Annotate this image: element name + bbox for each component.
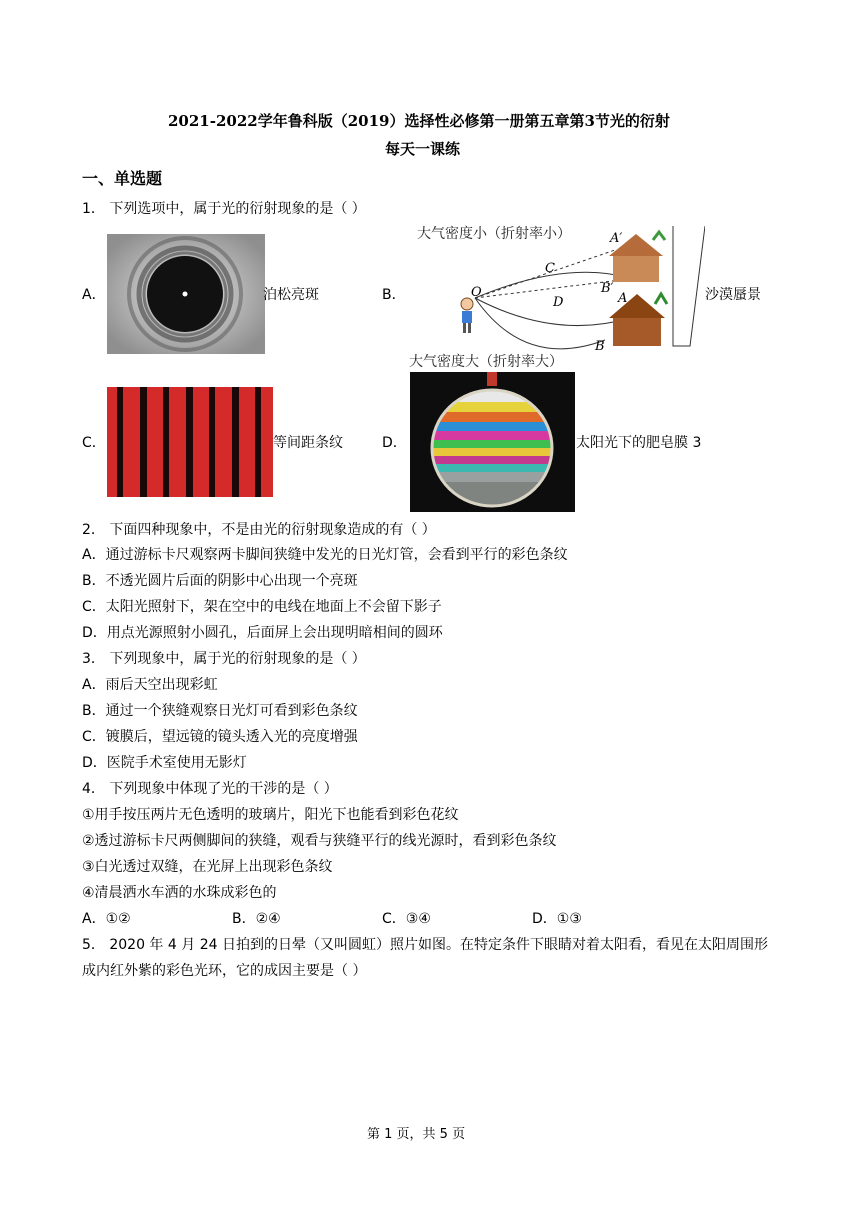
question-1-stem: 1． 下列选项中，属于光的衍射现象的是（ ）	[82, 201, 366, 217]
label-a-prime: A′	[610, 231, 623, 246]
label-c: C	[545, 261, 555, 276]
label-b: B	[595, 339, 605, 354]
question-2-option-c: C．太阳光照射下，架在空中的电线在地面上不会留下影子	[82, 599, 442, 615]
question-3-option-b: B．通过一个狭缝观察日光灯可看到彩色条纹	[82, 703, 358, 719]
question-2-stem: 2． 下面四种现象中，不是由光的衍射现象造成的有（ ）	[82, 522, 436, 538]
question-4-option-a: A．①②	[82, 911, 131, 927]
question-4-statement-4: ④清晨洒水车洒的水珠成彩色的	[82, 885, 277, 901]
page-footer: 第 1 页，共 5 页	[367, 1127, 466, 1142]
diagram-bottom-label: 大气密度大（折射率大）	[409, 354, 563, 370]
poisson-spot-image	[107, 234, 265, 354]
question-3-option-c: C．镀膜后，望远镜的镜头透入光的亮度增强	[82, 729, 358, 745]
question-4-option-d: D．①③	[532, 911, 582, 927]
option-a-letter: A．	[82, 287, 106, 303]
question-4-stem: 4． 下列现象中体现了光的干涉的是（ ）	[82, 781, 338, 797]
label-b-prime: B′	[601, 281, 614, 296]
mirage-diagram	[405, 220, 705, 372]
question-5-stem-line-2: 成内红外紫的彩色光环，它的成因主要是（ ）	[82, 963, 367, 979]
option-b-letter: B．	[382, 287, 406, 303]
label-a: A	[618, 291, 628, 306]
label-d: D	[553, 295, 564, 310]
question-3-option-a: A．雨后天空出现彩虹	[82, 677, 218, 693]
question-3-option-d: D．医院手术室使用无影灯	[82, 755, 247, 771]
document-subtitle: 每天一课练	[385, 140, 461, 158]
question-4-statement-2: ②透过游标卡尺两侧脚间的狭缝，观看与狭缝平行的线光源时，看到彩色条纹	[82, 833, 557, 849]
question-4-option-b: B．②④	[232, 911, 281, 927]
option-a-text: 泊松亮斑	[263, 287, 319, 303]
question-2-option-a: A．通过游标卡尺观察两卡脚间狭缝中发光的日光灯管，会看到平行的彩色条纹	[82, 547, 568, 563]
option-d-text: 太阳光下的肥皂膜 3	[576, 435, 702, 451]
question-5-stem-line-1: 5． 2020 年 4 月 24 日拍到的日晕（又叫圆虹）照片如图。在特定条件下眼睛对着太阳看，看见在太阳周围形	[82, 937, 768, 953]
label-o: O	[471, 285, 482, 300]
option-c-letter: C．	[82, 435, 106, 451]
option-c-text: 等间距条纹	[273, 435, 343, 451]
question-3-stem: 3． 下列现象中，属于光的衍射现象的是（ ）	[82, 651, 366, 667]
option-d-letter: D．	[382, 435, 407, 451]
question-4-option-c: C．③④	[382, 911, 431, 927]
equal-spacing-fringes-image	[107, 387, 273, 497]
document-title: 2021-2022学年鲁科版（2019）选择性必修第一册第五章第3节光的衍射	[168, 112, 670, 130]
soap-film-image	[410, 372, 575, 512]
question-2-option-d: D．用点光源照射小圆孔，后面屏上会出现明暗相间的圆环	[82, 625, 443, 641]
diagram-top-label: 大气密度小（折射率小）	[417, 226, 571, 242]
question-4-statement-3: ③白光透过双缝，在光屏上出现彩色条纹	[82, 859, 333, 875]
option-b-text: 沙漠蜃景	[705, 287, 761, 303]
section-heading: 一、单选题	[82, 169, 163, 188]
question-4-statement-1: ①用手按压两片无色透明的玻璃片，阳光下也能看到彩色花纹	[82, 807, 459, 823]
question-2-option-b: B．不透光圆片后面的阴影中心出现一个亮斑	[82, 573, 358, 589]
